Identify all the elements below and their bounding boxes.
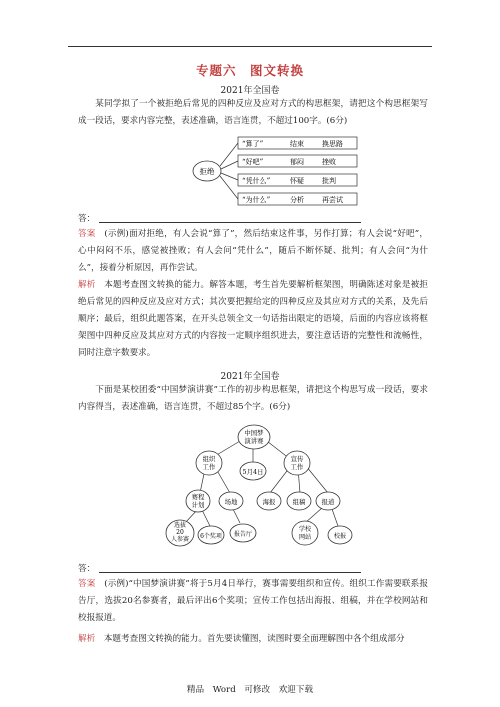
q2-paper-label: 校报 xyxy=(333,533,347,540)
q2-group-label: 组稿 xyxy=(292,498,306,506)
q1-answer-line xyxy=(78,212,361,224)
q1-answer-blank xyxy=(99,222,361,223)
page-footer: 精品 Word 可修改 欢迎下载 xyxy=(186,685,314,695)
q1-answer-text: (示例)面对拒绝，有人会说“算了”，然后结束这件事，另作打算；有人会说“好吧”，心中闷闷不乐，感觉被挫败；有人会问“凭什么”，随后不断怀疑、批判；有人会问“为什么”，接着分析原因，再作尝试。 xyxy=(78,229,428,273)
header-rule xyxy=(68,46,432,47)
q2-diagram xyxy=(160,423,360,553)
q2-report-label: 报道 xyxy=(321,498,335,506)
q1-row4-reaction: 分析 xyxy=(290,196,304,204)
q2-prompt: 下面是某校团委“中国梦演讲赛”工作的初步构思框架，请把这个构思写成一段话，要求内容得当，表述准确，语言连贯，不超过85个字。(6分) xyxy=(78,385,428,412)
q2-source: 2021年全国卷 xyxy=(220,372,280,382)
q2-answer-label: 答： xyxy=(78,564,96,574)
q2-web-label: 学校 xyxy=(298,526,312,533)
q2-org-label-2: 工作 xyxy=(202,463,216,471)
q2-analysis-text: 本题考查图文转换的能力。首先要读懂图，读图时要全面理解图中各个组成部分 xyxy=(103,634,405,644)
q1-row1-quote: “算了” xyxy=(242,140,264,148)
q1-row2-reaction: 郁闷 xyxy=(290,158,304,166)
q2-analysis xyxy=(78,631,428,648)
q2-answer-blank xyxy=(99,572,361,573)
q1-row3-quote: “凭什么” xyxy=(242,177,271,185)
q2-answer-tag: 答案 xyxy=(78,579,96,589)
q2-hall-label: 报告厅 xyxy=(233,531,253,538)
q2-select-label-2: 20 xyxy=(176,529,184,536)
q1-answer-tag: 答案 xyxy=(78,229,96,239)
q1-center-label: 拒绝 xyxy=(199,167,215,176)
q1-row1-reaction: 结束 xyxy=(290,140,304,148)
q1-row4-response: 再尝试 xyxy=(322,196,343,204)
q1-analysis-tag: 解析 xyxy=(78,280,96,290)
q2-date-label: 5月4日 xyxy=(242,468,264,476)
q2-root-label-2: 演讲赛 xyxy=(244,437,264,445)
q2-answer xyxy=(78,576,428,627)
q2-venue-label: 场地 xyxy=(224,498,238,506)
q1-answer xyxy=(78,226,428,277)
q2-plan-label: 赛程 xyxy=(191,493,205,501)
q2-poster-label: 海报 xyxy=(262,498,276,506)
q2-award-label: 6个奖项 xyxy=(200,533,222,540)
page-title: 专题六 图文转换 xyxy=(195,63,304,78)
q1-prompt: 某同学拟了一个被拒绝后常见的四种反应及应对方式的构思框架，请把这个构思框架写成一段话，要求内容完整，表述准确，语言连贯，不超过100字。(6分) xyxy=(78,99,428,126)
q1-row2-quote: “好吧” xyxy=(242,158,264,166)
q1-analysis xyxy=(78,277,428,362)
q2-plan-label-2: 计划 xyxy=(191,501,205,509)
q1-row1-response: 换思路 xyxy=(322,140,343,148)
q2-web-label-2: 网站 xyxy=(298,534,312,541)
q2-org-label: 组织 xyxy=(202,455,216,463)
q1-row3-reaction: 怀疑 xyxy=(290,177,304,185)
q2-analysis-tag: 解析 xyxy=(78,634,96,644)
q2-root-label: 中国梦 xyxy=(244,429,264,437)
q1-row2-response: 挫败 xyxy=(322,158,336,166)
q1-analysis-text: 本题考查图文转换的能力。解答本题，考生首先要解析框架图，明确陈述对象是被拒绝后常见的四种反应及应对方式；其次要把握给定的四种反应及其应对方式的关系，及先后顺序；最后，组织此题答案，在开头总领全文一句话指出限定的语境，后面的内容应该将框架图中四种反应及其应对方式的内容按一定顺序组织进去，要注意话语的完整性和流畅性，同时注意字数要求。 xyxy=(78,280,428,358)
q1-diagram xyxy=(190,135,360,207)
q2-promo-label: 宣传 xyxy=(290,455,304,463)
q2-answer-text: (示例)“中国梦演讲赛”将于5月4日举行，赛事需要组织和宣传。组织工作需要联系报告厅，选拔20名参赛者，最后评出6个奖项；宣传工作包括出海报、组稿，并在学校网站和校报报道。 xyxy=(78,579,428,623)
q1-answer-label: 答： xyxy=(78,214,96,224)
q1-row4-quote: “为什么” xyxy=(242,196,271,204)
q2-select-label-3: 人参赛 xyxy=(170,536,190,543)
q1-source: 2021年全国卷 xyxy=(220,86,280,96)
q2-promo-label-2: 工作 xyxy=(290,463,304,471)
q2-select-label: 选拔 xyxy=(173,522,187,529)
q1-row3-response: 批判 xyxy=(322,177,336,185)
q2-answer-line xyxy=(78,562,361,574)
